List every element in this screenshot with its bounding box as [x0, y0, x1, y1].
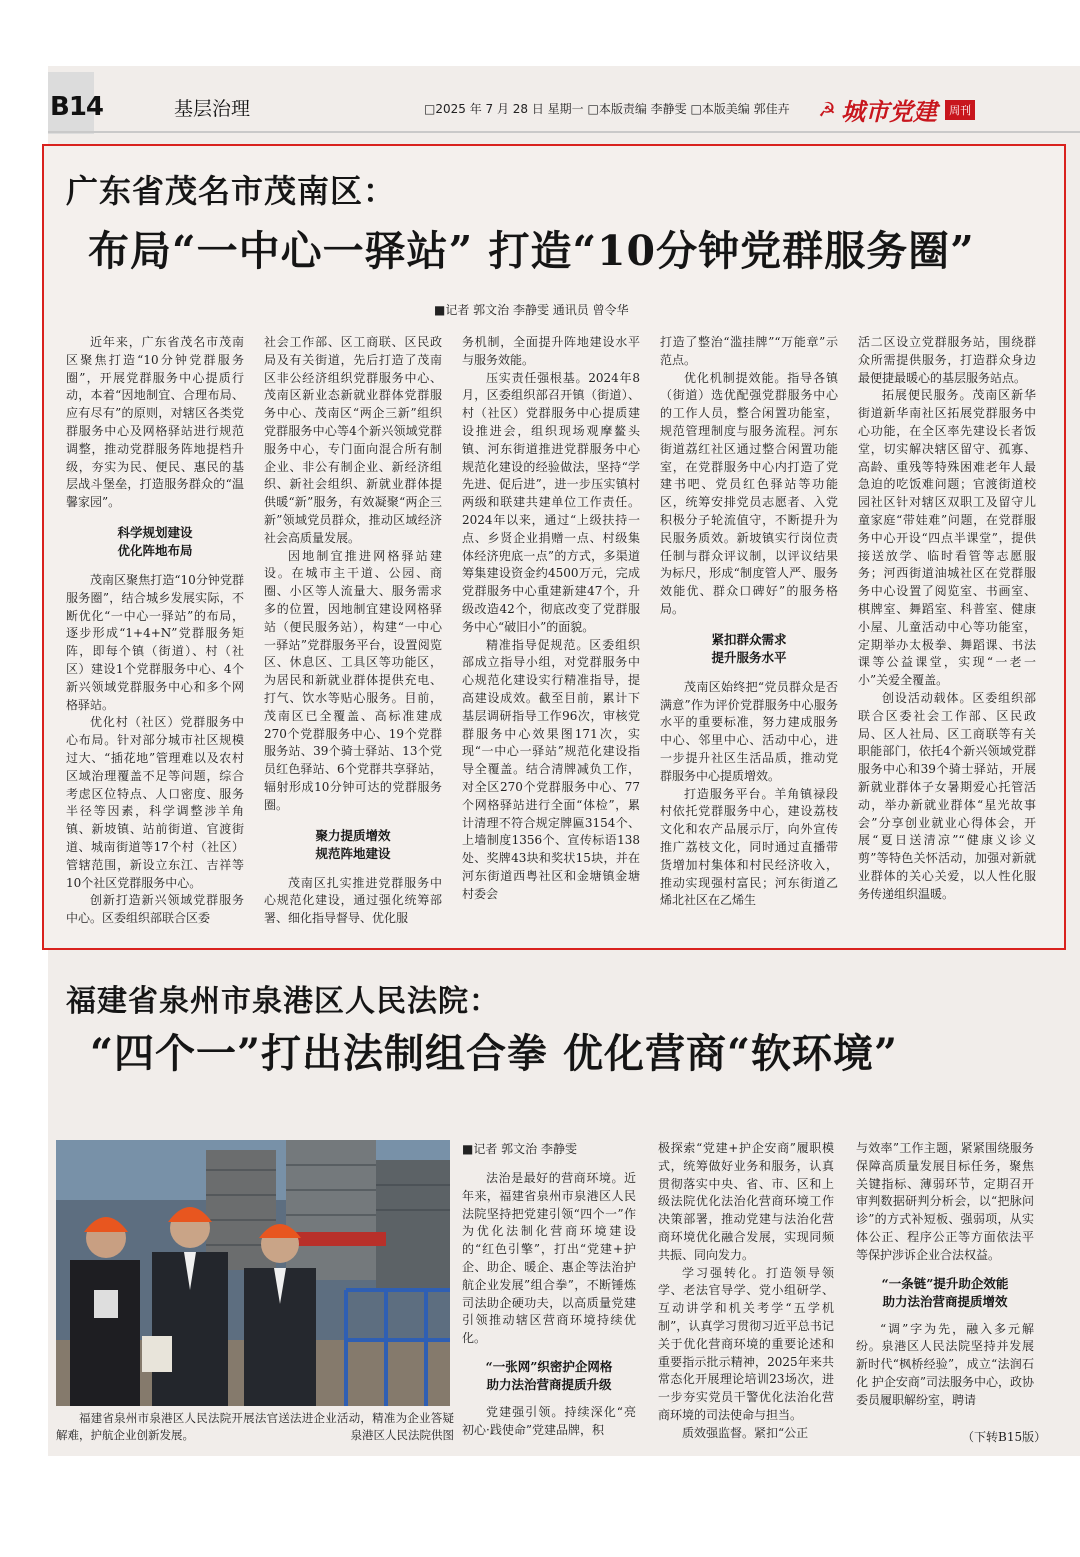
article2-headline: “四个一”打出法制组合拳 优化营商“软环境”	[90, 1030, 898, 1077]
paragraph: 茂南区扎实推进党群服务中心规范化建设，通过强化统筹部署、细化指导督导、优化服	[264, 875, 442, 926]
paragraph: 法治是最好的营商环境。近年来，福建省泉州市泉港区人民法院坚持把党建引领“四个一”作为优化法制化营商环境建设的“红色引擎”，打出“党建+护企、助企、暖企、惠企等法治护航企业发展”组合拳”，不断锤炼司法助企硬功夫，以高质量党建引领推动辖区营商环境持续优化。	[462, 1171, 636, 1346]
paragraph: 拓展便民服务。茂南区新华街道新华南社区拓展党群服务中心功能，在全区率先建设长者饭堂，切实解决辖区留守、孤寡、高龄、重残等特殊困难老年人最急迫的吃饭难问题；官渡街道校园社区针对辖区双职工及留守儿童家庭“带娃难”问题，在党群服务中心开设“四点半课堂”，提供接送放学、临时看管等志愿服务；河西街道油城社区在党群服务中心设置了阅览室、书画室、棋牌室、舞蹈室、科普室、健康小屋、儿童活动中心等功能室，定期举办太极拳、舞蹈课、书法课等公益课堂，实现“一老一小”关爱全覆盖。	[858, 388, 1036, 688]
photo-credit: 泉港区人民法院供图	[350, 1428, 454, 1442]
paragraph: 质效强监督。紧扣“公正	[682, 1425, 809, 1440]
article2-byline: ■记者 郭文治 李静雯	[462, 1142, 577, 1156]
paragraph: 茂南区始终把“党员群众是否满意”作为评价党群服务中心服务水平的重要标准，努力建成服务中心、邻里中心、活动中心，进一步提升社区生活品质，推动党群服务中心提质增效。	[660, 679, 838, 783]
hammer-sickle-icon: ☭	[818, 97, 836, 122]
paragraph: “调”字为先，融入多元解纷。泉港区人民法院坚持并发展新时代“枫桥经验”，成立“法润石化 护企安商”司法服务中心，政协委员履职解纷室，聘请	[856, 1321, 1034, 1407]
paragraph: 优化村（社区）党群服务中心布局。针对部分城市社区规模过大、“插花地”管理难以及农村区域治理覆盖不足等问题，综合考虑区位特点、人口密度、服务半径等因素，科学调整涉羊角镇、新坡镇、站前街道、官渡街道、城南街道等17个村（社区）管辖范围，新设立东江、吉祥等10个社区党群服务中心。	[66, 715, 244, 890]
page-number-tab	[48, 72, 103, 134]
subheading: 科学规划建设 优化阵地布局	[117, 524, 193, 558]
paragraph: 务机制，全面提升阵地建设水平与服务效能。	[462, 335, 640, 367]
masthead	[48, 66, 1080, 136]
continuation-note: （下转B15版）	[962, 1430, 1047, 1444]
paragraph: 优化机制提效能。指导各镇（街道）选优配强党群服务中心的工作人员，整合闲置功能室，规范管理制度与服务流程。河东街道荔红社区通过整合闲置功能室，在党群服务中心内打造了党建书吧、党员红色驿站等功能区，统筹安排党员志愿者、入党积极分子轮流值守，不断提升为民服务质效。新坡镇实行岗位责任制与群众评议制，以评议结果为标尺，形成“制度管人严、服务效能优、群众口碑好”的服务格局。	[660, 370, 838, 616]
article1-kicker: 广东省茂名市茂南区：	[66, 172, 397, 210]
section-name: 基层治理	[174, 98, 251, 120]
article1-column-4	[660, 334, 838, 934]
article1-column-2	[264, 334, 442, 934]
photo-caption: 福建省泉州市泉港区人民法院开展法官送法进企业活动，精准为企业答疑解难，护航企业创新发展。 泉港区人民法院供图	[56, 1411, 454, 1442]
paragraph: 与效率”工作主题，紧紧围绕服务保障高质量发展目标任务，聚焦关键指标、薄弱环节，定期召开审判数据研判分析会，以“把脉问诊”的方式补短板、强弱项，从实体公正、程序公正等方面依法平等保护涉诉企业合法权益。	[856, 1141, 1034, 1262]
photo-illustration	[56, 1140, 450, 1406]
paragraph: 压实责任强根基。2024年8月，区委组织部召开镇（街道）、村（社区）党群服务中心提质建设推进会，组织现场观摩鳌头镇、河东街道推进党群服务中心规范化建设的经验做法，坚持“学先进、促后进”，进一步压实镇村两级和联建共建单位工作责任。2024年以来，通过“上级扶持一点、乡贤企业捐赠一点、村级集体经济兜底一点”的方式，多渠道筹集建设资金约4500万元，完成党群服务中心重建新建47个，升级改造42个，彻底改变了党群服务中心“破旧小”的面貌。	[462, 370, 640, 634]
article1-headline: 布局“一中心一驿站” 打造“10分钟党群服务圈”	[88, 227, 975, 275]
paragraph: 打造了整治“滥挂牌”“万能章”示范点。	[660, 335, 838, 367]
brand-badge: 周刊	[945, 100, 975, 120]
article1-column-3	[462, 334, 640, 934]
article-maonan	[42, 144, 1066, 950]
subheading: 聚力提质增效 规范阵地建设	[315, 827, 391, 861]
issue-info: □2025 年 7 月 28 日 星期一 □本版责编 李静雯 □本版美编 郭佳卉	[424, 102, 790, 116]
paragraph: 打造服务平台。羊角镇禄段村依托党群服务中心，建设荔枝文化和农产品展示厅，向外宣传推广荔枝文化，同时通过直播带货增加村集体和村民经济收入，推动实现强村富民；河东街道乙烯北社区在乙烯生	[660, 786, 838, 908]
article2-kicker: 福建省泉州市泉港区人民法院：	[66, 984, 500, 1019]
paragraph: 极探索“党建+护企安商”履职模式，统筹做好业务和服务，认真贯彻落实中央、省、市、区和上级法院优化法治化营商环境工作决策部署，推动党建与法治化营商环境优化融合发展，实现同频共振、同向发力。	[658, 1141, 834, 1262]
paragraph: 因地制宜推进网格驿站建设。在城市主干道、公园、商圈、小区等人流量大、服务需求多的位置，因地制宜建设网格驿站（便民服务站），构建“一中心一驿站”党群服务平台，设置阅览区、休息区、工具区等功能区，为居民和新就业群体提供充电、打气、饮水等贴心服务。目前，茂南区已全覆盖、高标准建成270个党群服务中心、19个党群服务站、39个骑士驿站、13个党员红色驿站、6个党群共享驿站，辐射形成10分钟可达的党群服务圈。	[264, 548, 442, 812]
paragraph: 党建强引领。持续深化“亮初心·践使命”党建品牌，积	[462, 1404, 636, 1437]
paragraph: 学习强转化。打造领导领学、老法官导学、党小组研学、互动讲学和机关考学“五学机制”，认真学习贯彻习近平总书记关于优化营商环境的重要论述和重要指示批示精神，2025年来共常态化开展理论培训23场次，进一步夯实党员干警优化法治化营商环境的司法使命与担当。	[658, 1265, 834, 1422]
article2-column-2	[658, 1140, 834, 1442]
brand-logo	[818, 92, 975, 126]
paragraph: 创新打造新兴领域党群服务中心。区委组织部联合区委	[66, 893, 244, 926]
brand-name: 城市党建	[841, 97, 938, 126]
paragraph: 茂南区聚焦打造“10分钟党群服务圈”，结合城乡发展实际，不断优化“一中心一驿站”的布局，逐步形成“1+4+N”党群服务矩阵，即每个镇（街道）、村（社区）建设1个党群服务中心、4个新兴领域党群服务中心和多个网格驿站。	[66, 572, 244, 712]
news-photo	[56, 1140, 450, 1406]
paragraph: 近年来，广东省茂名市茂南区聚焦打造“10分钟党群服务圈”，开展党群服务中心提质行动，本着“因地制宜、合理布局、应有尽有”的原则，对辖区各类党群服务中心及网格驿站进行规范调整，推动党群服务阵地提档升级，夯实为民、便民、惠民的基层战斗堡垒，打造服务群众的“温馨家园”。	[66, 335, 244, 510]
page-number: B14	[50, 92, 103, 122]
subheading: “一条链”提升助企效能 助力法治营商提质增效	[881, 1275, 1009, 1309]
masthead-rule	[48, 131, 1080, 133]
subheading: “一张网”织密护企网格 助力法治营商提质升级	[485, 1358, 613, 1392]
paragraph: 社会工作部、区工商联、区民政局及有关街道，先后打造了茂南区非公经济组织党群服务中心、茂南区新业态新就业群体党群服务中心、茂南区“两企三新”组织党群服务中心等4个新兴领域党群服务中心，专门面向混合所有制企业、非公有制企业、新经济组织、新社会组织、新就业群体提供暖“新”服务，有效凝聚“两企三新”领域党员群众，推动区域经济社会高质量发展。	[264, 335, 442, 545]
article1-column-5	[858, 334, 1036, 934]
paragraph: 精准指导促规范。区委组织部成立指导小组，对党群服务中心规范化建设实行精准指导，提高建设成效。截至目前，累计下基层调研指导工作96次，审核党群服务中心效果图171次，实现“一中心一驿站”规范化建设指导全覆盖。结合清牌减负工作，对全区270个党群服务中心、77个网格驿站进行全面“体检”，累计清理不符合规定牌匾3154个、上墙制度1356个、宣传标语138处、奖牌43块和奖状15块，并在河东街道西粤社区和金塘镇金塘村委会	[462, 637, 640, 901]
article2-column-3	[856, 1140, 1034, 1424]
paragraph: 活二区设立党群服务站，围绕群众所需提供服务，打造群众身边最便捷最暖心的基层服务站点。	[858, 335, 1036, 385]
article1-column-1	[66, 334, 244, 934]
article2-column-1	[462, 1170, 636, 1442]
paragraph: 创设活动载体。区委组织部联合区委社会工作部、区民政局、区人社局、区工商联等有关职能部门，依托4个新兴领域党群服务中心和39个骑士驿站，开展新就业群体子女暑期爱心托管活动，举办新就业群体“星光故事会”分享创业就业心得体会，开展“夏日送清凉”“健康义诊义剪”等特色关怀活动，加强对新就业群体的关心关爱，以人性化服务传递组织温暖。	[858, 690, 1036, 901]
article1-byline: ■记者 郭文治 李静雯 通讯员 曾令华	[434, 303, 629, 317]
subheading: 紧扣群众需求 提升服务水平	[711, 631, 787, 665]
